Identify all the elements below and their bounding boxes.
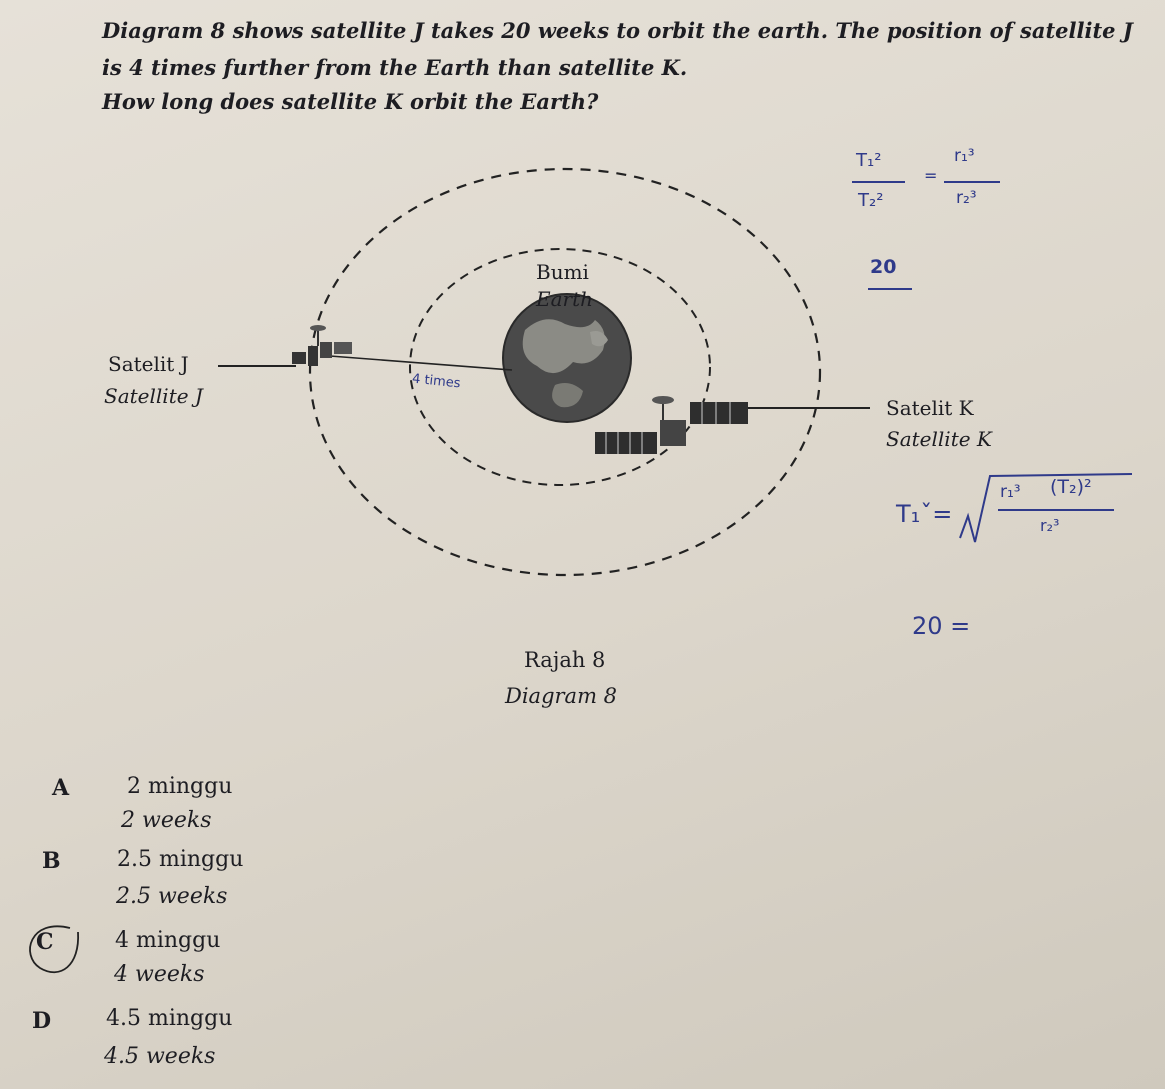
option-c-ms: 4 minggu — [115, 928, 221, 953]
satellite-j-label-en: Satellite J — [104, 384, 203, 408]
option-a-en: 2 weeks — [121, 808, 212, 833]
satellite-j-label-ms: Satelit J — [108, 352, 189, 376]
question-line-1: Diagram 8 shows satellite J takes 20 weeks to orbit the earth. The position of satellite J — [102, 18, 1133, 43]
option-a-letter: A — [52, 775, 70, 801]
handwritten-t1: T₁² — [856, 150, 882, 171]
handwritten-t2: T₂² — [858, 190, 884, 211]
handwritten-t1-eq: T₁ˇ= — [896, 500, 953, 528]
option-b-letter: B — [42, 848, 61, 874]
handwritten-20-eq: 20 = — [912, 612, 971, 640]
handwritten-sqrt-den: r₂³ — [1040, 516, 1060, 535]
option-c-en: 4 weeks — [114, 962, 205, 987]
option-d-en: 4.5 weeks — [104, 1044, 216, 1069]
caption-en: Diagram 8 — [505, 684, 618, 708]
option-a-ms: 2 minggu — [127, 774, 233, 799]
earth-label-ms: Bumi — [536, 260, 589, 284]
earth-label-en: Earth — [536, 287, 594, 311]
handwritten-4-times: 4 times — [411, 371, 462, 392]
option-c-letter: C — [36, 929, 54, 955]
satellite-k-label-ms: Satelit K — [886, 396, 974, 420]
handwritten-sqrt-t: (T₂)² — [1050, 476, 1092, 498]
option-d-ms: 4.5 minggu — [106, 1006, 233, 1031]
handwritten-r2: r₂³ — [956, 188, 977, 208]
question-line-3: How long does satellite K orbit the Earth? — [102, 89, 599, 114]
option-b-ms: 2.5 minggu — [117, 847, 244, 872]
satellite-j-icon — [292, 325, 352, 366]
earth-icon — [503, 294, 631, 422]
satellite-k-label-en: Satellite K — [886, 427, 992, 451]
handwritten-r1: r₁³ — [954, 146, 975, 166]
satellite-k-icon — [595, 396, 748, 454]
question-line-2: is 4 times further from the Earth than satellite K. — [102, 55, 688, 80]
caption-ms: Rajah 8 — [524, 648, 606, 672]
handwritten-20: 20 — [870, 256, 897, 278]
option-b-en: 2.5 weeks — [116, 884, 228, 909]
handwritten-sqrt-r: r₁³ — [1000, 482, 1021, 502]
handwritten-equals: = — [924, 166, 938, 185]
option-d-letter: D — [32, 1008, 52, 1034]
